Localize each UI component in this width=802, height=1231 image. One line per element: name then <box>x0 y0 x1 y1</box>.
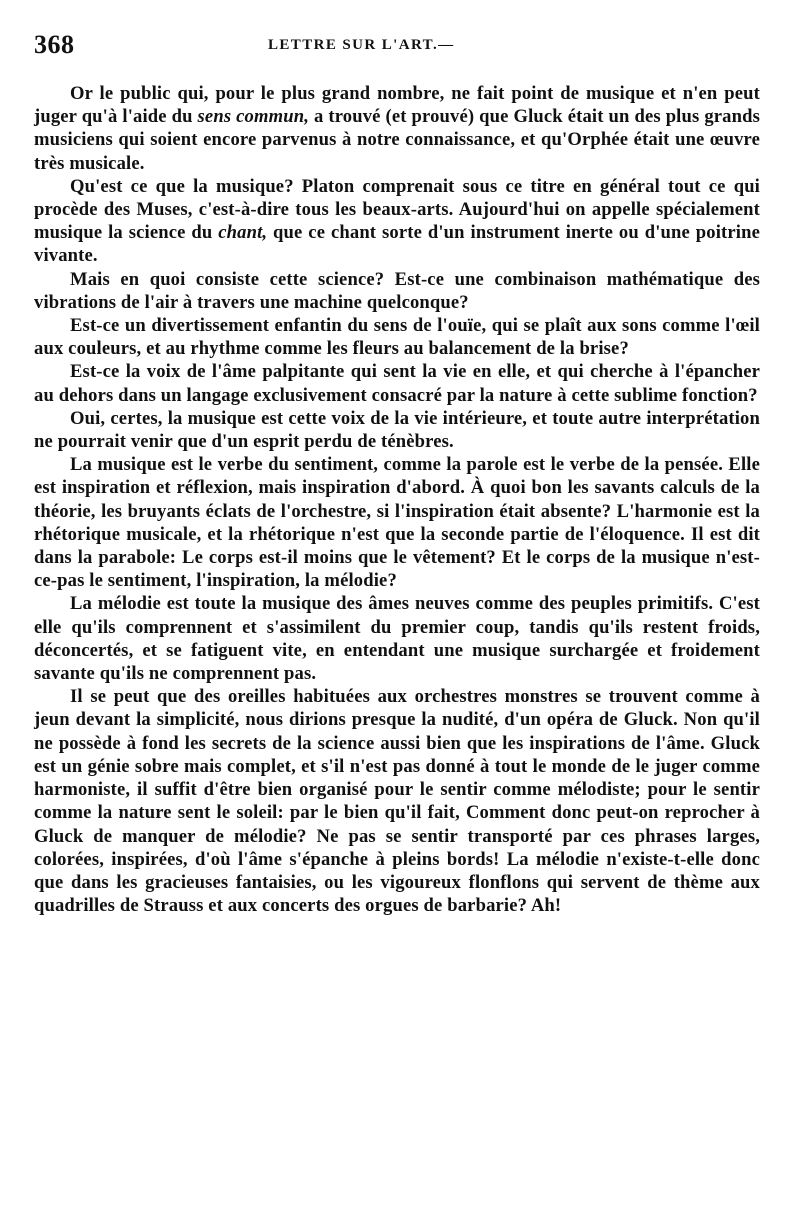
text-span: Est-ce un divertissement enfantin du sens de l'ouïe, qui se plaît aux sons comme l'œil aux couleurs, et au rhythme comme les fleurs au balancement de la brise? <box>34 315 760 360</box>
paragraph <box>34 360 760 406</box>
text-span: Mais en quoi consiste cette science? Est-ce une combinaison mathématique des vibrations de l'air à travers une machine quelconque? <box>34 268 760 313</box>
paragraph <box>34 453 760 592</box>
paragraph <box>34 407 760 453</box>
text-span: La musique est le verbe du sentiment, comme la parole est le verbe de la pensée. Elle est inspiration et réflexion, mais inspiration d'abord. À quoi bon les savants calculs de la théorie, les bruyants éclats de l'orchestre, si l'inspiration était absente? L'harmonie est la rhétorique musicale, et la rhétorique n'est que la seconde partie de l'éloquence. Il est dit dans la parabole: Le corps est-il moins que le vêtement? Et le corps de la musique n'est-ce-pas le sentiment, l'inspiration, la mélodie? <box>34 454 760 592</box>
body-text <box>34 82 760 917</box>
text-span: Qu'est ce que la musique? Platon comprenait sous ce titre en général tout ce qui procède des Muses, c'est-à-dire tous les beaux-arts. Aujourd'hui on appelle spécialement musique la science du <box>34 175 760 244</box>
text-span: La mélodie est toute la musique des âmes neuves comme des peuples primitifs. C'est elle qu'ils comprennent et s'assimilent du premier coup, tandis qu'ils restent froids, déconcertés, et se fatiguent vite, en entendant une musique surchargée et froidement savante qu'ils ne comprennent pas. <box>34 593 760 685</box>
italic-phrase: chant, <box>218 222 268 244</box>
text-span: que ce chant sorte d'un instrument inerte ou d'une poitrine vivante. <box>34 222 760 267</box>
paragraph <box>34 268 760 314</box>
paragraph <box>34 592 760 685</box>
paragraph <box>34 685 760 917</box>
running-head <box>34 30 760 70</box>
book-page <box>34 30 760 917</box>
text-span: Or le public qui, pour le plus grand nombre, ne fait point de musique et n'en peut juger qu'à l'aide du <box>34 83 760 128</box>
text-span: Est-ce la voix de l'âme palpitante qui sent la vie en elle, et qui cherche à l'épancher au dehors dans un langage exclusivement consacré par la nature à cette sublime fonction? <box>34 361 760 406</box>
text-span: Il se peut que des oreilles habituées aux orchestres monstres se trouvent comme à jeun devant la simplicité, nous dirions presque la nudité, d'un opéra de Gluck. Non qu'il ne possède à fond les secrets de la science aussi bien que les inspirations de l'âme. Gluck est un génie sobre mais complet, et s'il n'est pas donné à tout le monde de le juger comme harmoniste, il suffit d'être bien organisé pour le sentir comme mélodiste; pour le sentir comme la nature sent le soleil: par le bien qu'il fait, Comment donc peut-on reprocher à Gluck de manquer de mélodie? Ne pas se sentir transporté par ces phrases larges, colorées, inspirées, d'où l'âme s'épanche à pleins bords! La mélodie n'existe-t-elle donc que dans les gracieuses fantaisies, ou les vigoureux flonflons qui servent de thème aux quadrilles de Strauss et aux concerts des orgues de barbarie? Ah! <box>34 686 760 917</box>
paragraph <box>34 314 760 360</box>
text-span: Oui, certes, la musique est cette voix de la vie intérieure, et toute autre interprétation ne pourrait venir que d'un esprit perdu de ténèbres. <box>34 407 760 453</box>
paragraph <box>34 175 760 268</box>
paragraph <box>34 82 760 175</box>
page-number: 368 <box>34 30 75 59</box>
italic-phrase: sens commun, <box>197 106 310 128</box>
running-title: LETTRE SUR L'ART.— <box>268 37 455 53</box>
text-span: a trouvé (et prouvé) que Gluck était un des plus grands musiciens qui soient encore parvenus à notre connaissance, et qu'Orphée était une œuvre très musicale. <box>34 106 760 174</box>
